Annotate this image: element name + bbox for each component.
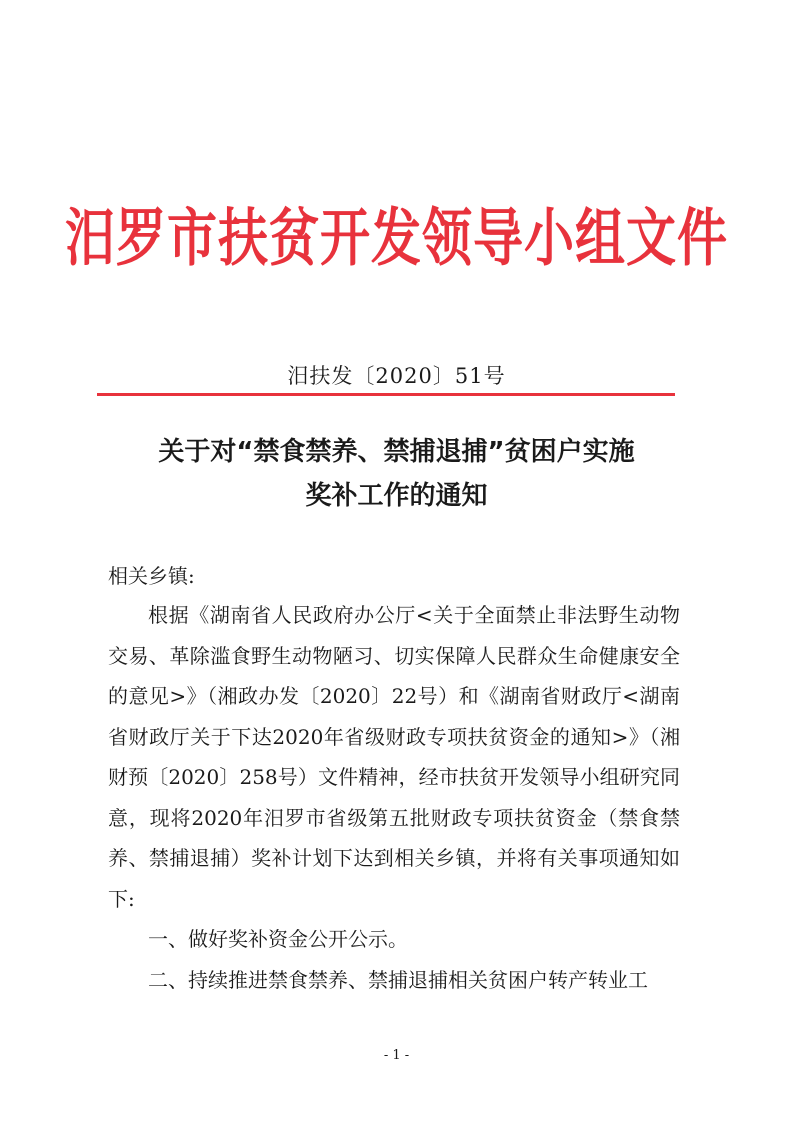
list-item-2: 二、持续推进禁食禁养、禁捕退捕相关贫困户转产转业工 <box>148 968 648 992</box>
issuer-title: 汨罗市扶贫开发领导小组文件 <box>65 201 728 275</box>
document-number: 汨扶发〔2020〕51号 <box>287 364 506 388</box>
list-item-1: 一、做好奖补资金公开公示。 <box>148 927 408 951</box>
title-line-1: 关于对“禁食禁养、禁捕退捕”贫困户实施 <box>158 437 635 467</box>
salutation: 相关乡镇: <box>108 564 195 588</box>
title-line-2: 奖补工作的通知 <box>305 481 488 511</box>
page-number: - 1 - <box>383 1048 410 1063</box>
document-title <box>80 430 713 518</box>
red-divider <box>97 393 675 396</box>
body-paragraph: 根据《湖南省人民政府办公厅<关于全面禁止非法野生动物交易、革除滥食野生动物陋习、切实保障人民群众生命健康安全的意见>》（湘政办发〔2020〕22号）和《湖南省财政厅<湖南省财政厅关于下达2020年省级财政专项扶贫资金的通知>》（湘财预〔2020〕258号）文件精神，经市扶贫开发领导小组研究同意，现将2020年汨罗市省级第五批财政专项扶贫资金（禁食禁养、禁捕退捕）奖补计划下达到相关乡镇，并将有关事项通知如下: <box>108 603 680 911</box>
